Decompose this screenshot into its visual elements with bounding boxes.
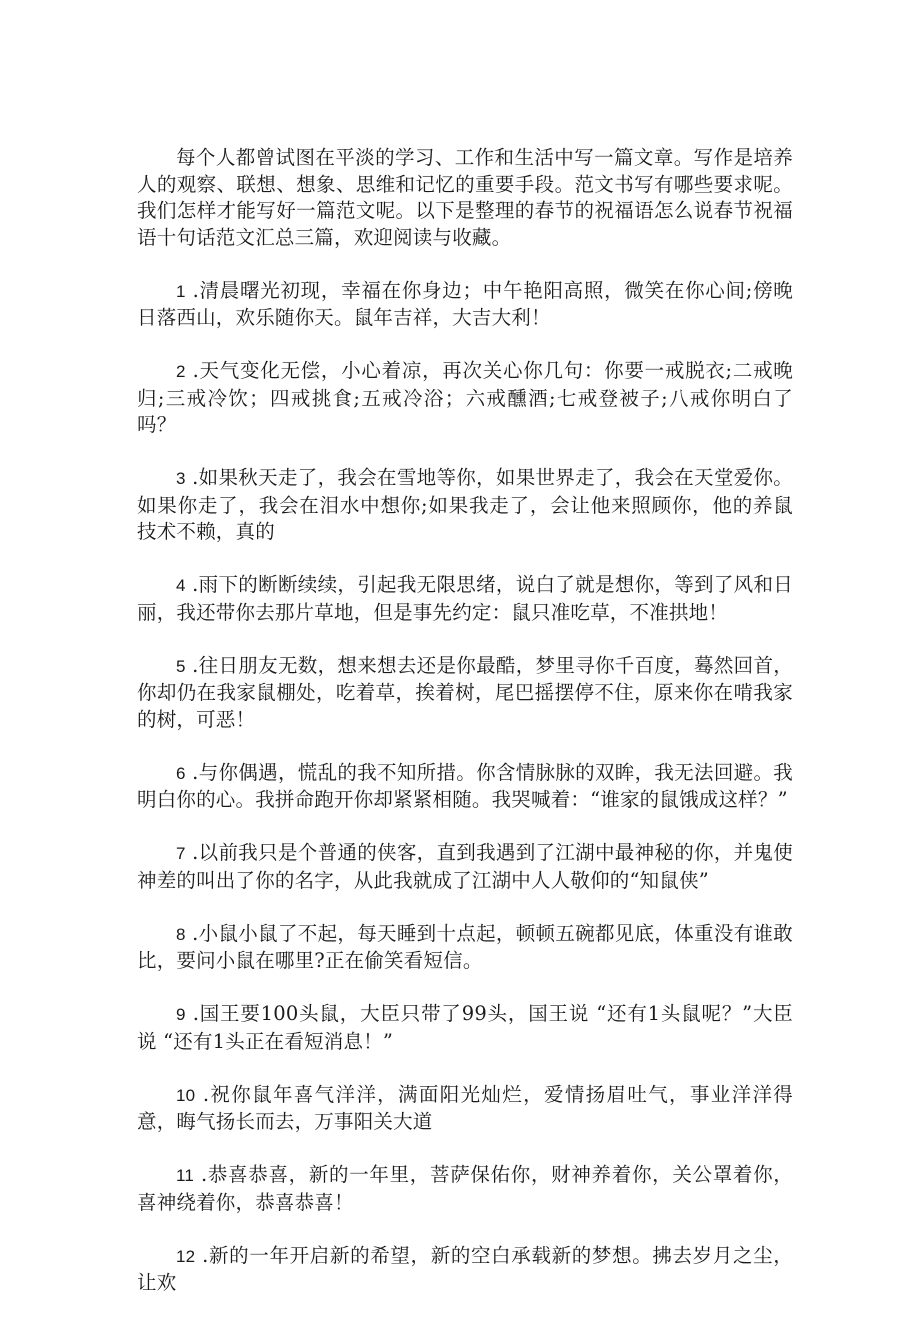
item-number: 10 [176,1085,196,1105]
list-item [137,1082,793,1136]
item-text: .国王要100头鼠，大臣只带了99头，国王说 “还有1头鼠呢？”大臣说 “还有1头正在看短消息！” [137,1002,793,1053]
intro-paragraph: 每个人都曾试图在平淡的学习、工作和生活中写一篇文章。写作是培养人的观察、联想、想象、思维和记忆的重要手段。范文书写有哪些要求呢。我们怎样才能写好一篇范文呢。以下是整理的春节的祝福语怎么说春节祝福语十句话范文汇总三篇，欢迎阅读与收藏。 [137,146,793,249]
list-item [137,653,793,734]
list-item [137,921,793,975]
list-item [137,1001,793,1055]
item-text: .小鼠小鼠了不起，每天睡到十点起，顿顿五碗都见底，体重没有谁敢比，要问小鼠在哪里?正在偷笑看短信。 [137,921,793,972]
item-text: .天气变化无偿，小心着凉，再次关心你几句：你要一戒脱衣;二戒晚归;三戒冷饮；四戒挑食;五戒冷浴；六戒醺酒;七戒登被子;八戒你明白了吗？ [137,359,793,436]
item-text: .新的一年开启新的希望，新的空白承载新的梦想。拂去岁月之尘，让欢 [137,1243,793,1294]
list-item [137,358,793,439]
item-text: .祝你鼠年喜气洋洋，满面阳光灿烂，爱情扬眉吐气，事业洋洋得意，晦气扬长而去，万事阳关大道 [137,1082,793,1133]
item-text: .如果秋天走了，我会在雪地等你，如果世界走了，我会在天堂爱你。如果你走了，我会在泪水中想你;如果我走了，会让他来照顾你，他的养鼠技术不赖，真的 [137,466,793,543]
item-number: 11 [176,1166,195,1185]
list-item [137,278,793,332]
list-item [137,465,793,546]
item-number: 1 [176,281,186,301]
item-text: .与你偶遇，慌乱的我不知所措。你含情脉脉的双眸，我无法回避。我明白你的心。我拼命跑开你却紧紧相随。我哭喊着：“谁家的鼠饿成这样？” [137,760,793,811]
document-body [137,145,793,1323]
item-number: 8 [176,924,186,944]
list-item [137,1243,793,1297]
item-text: .以前我只是个普通的侠客，直到我遇到了江湖中最神秘的你，并鬼使神差的叫出了你的名字，从此我就成了江湖中人人敬仰的“知鼠侠” [137,841,793,892]
item-number: 5 [176,656,186,676]
item-number: 7 [176,844,186,863]
list-item [137,840,793,894]
item-number: 4 [176,576,186,595]
list-item [137,572,793,626]
item-number: 2 [176,362,186,381]
list-item [137,1162,793,1216]
item-text: .雨下的断断续续，引起我无限思绪，说白了就是想你，等到了风和日丽，我还带你去那片草地，但是事先约定：鼠只准吃草，不准拱地！ [137,573,793,624]
item-number: 3 [176,469,186,488]
list-item [137,760,793,814]
item-text: .恭喜恭喜，新的一年里，菩萨保佑你，财神养着你，关公罩着你，喜神绕着你，恭喜恭喜！ [137,1163,794,1214]
item-number: 9 [176,1005,186,1024]
item-number: 12 [176,1246,196,1266]
item-number: 6 [176,763,186,783]
item-text: .往日朋友无数，想来想去还是你最酷，梦里寻你千百度，蓦然回首，你却仍在我家鼠棚处，吃着草，挨着树，尾巴摇摆停不住，原来你在啃我家的树，可恶！ [137,653,793,731]
item-text: .清晨曙光初现，幸福在你身边；中午艳阳高照，微笑在你心间;傍晚日落西山，欢乐随你天。鼠年吉祥，大吉大利！ [137,278,793,329]
